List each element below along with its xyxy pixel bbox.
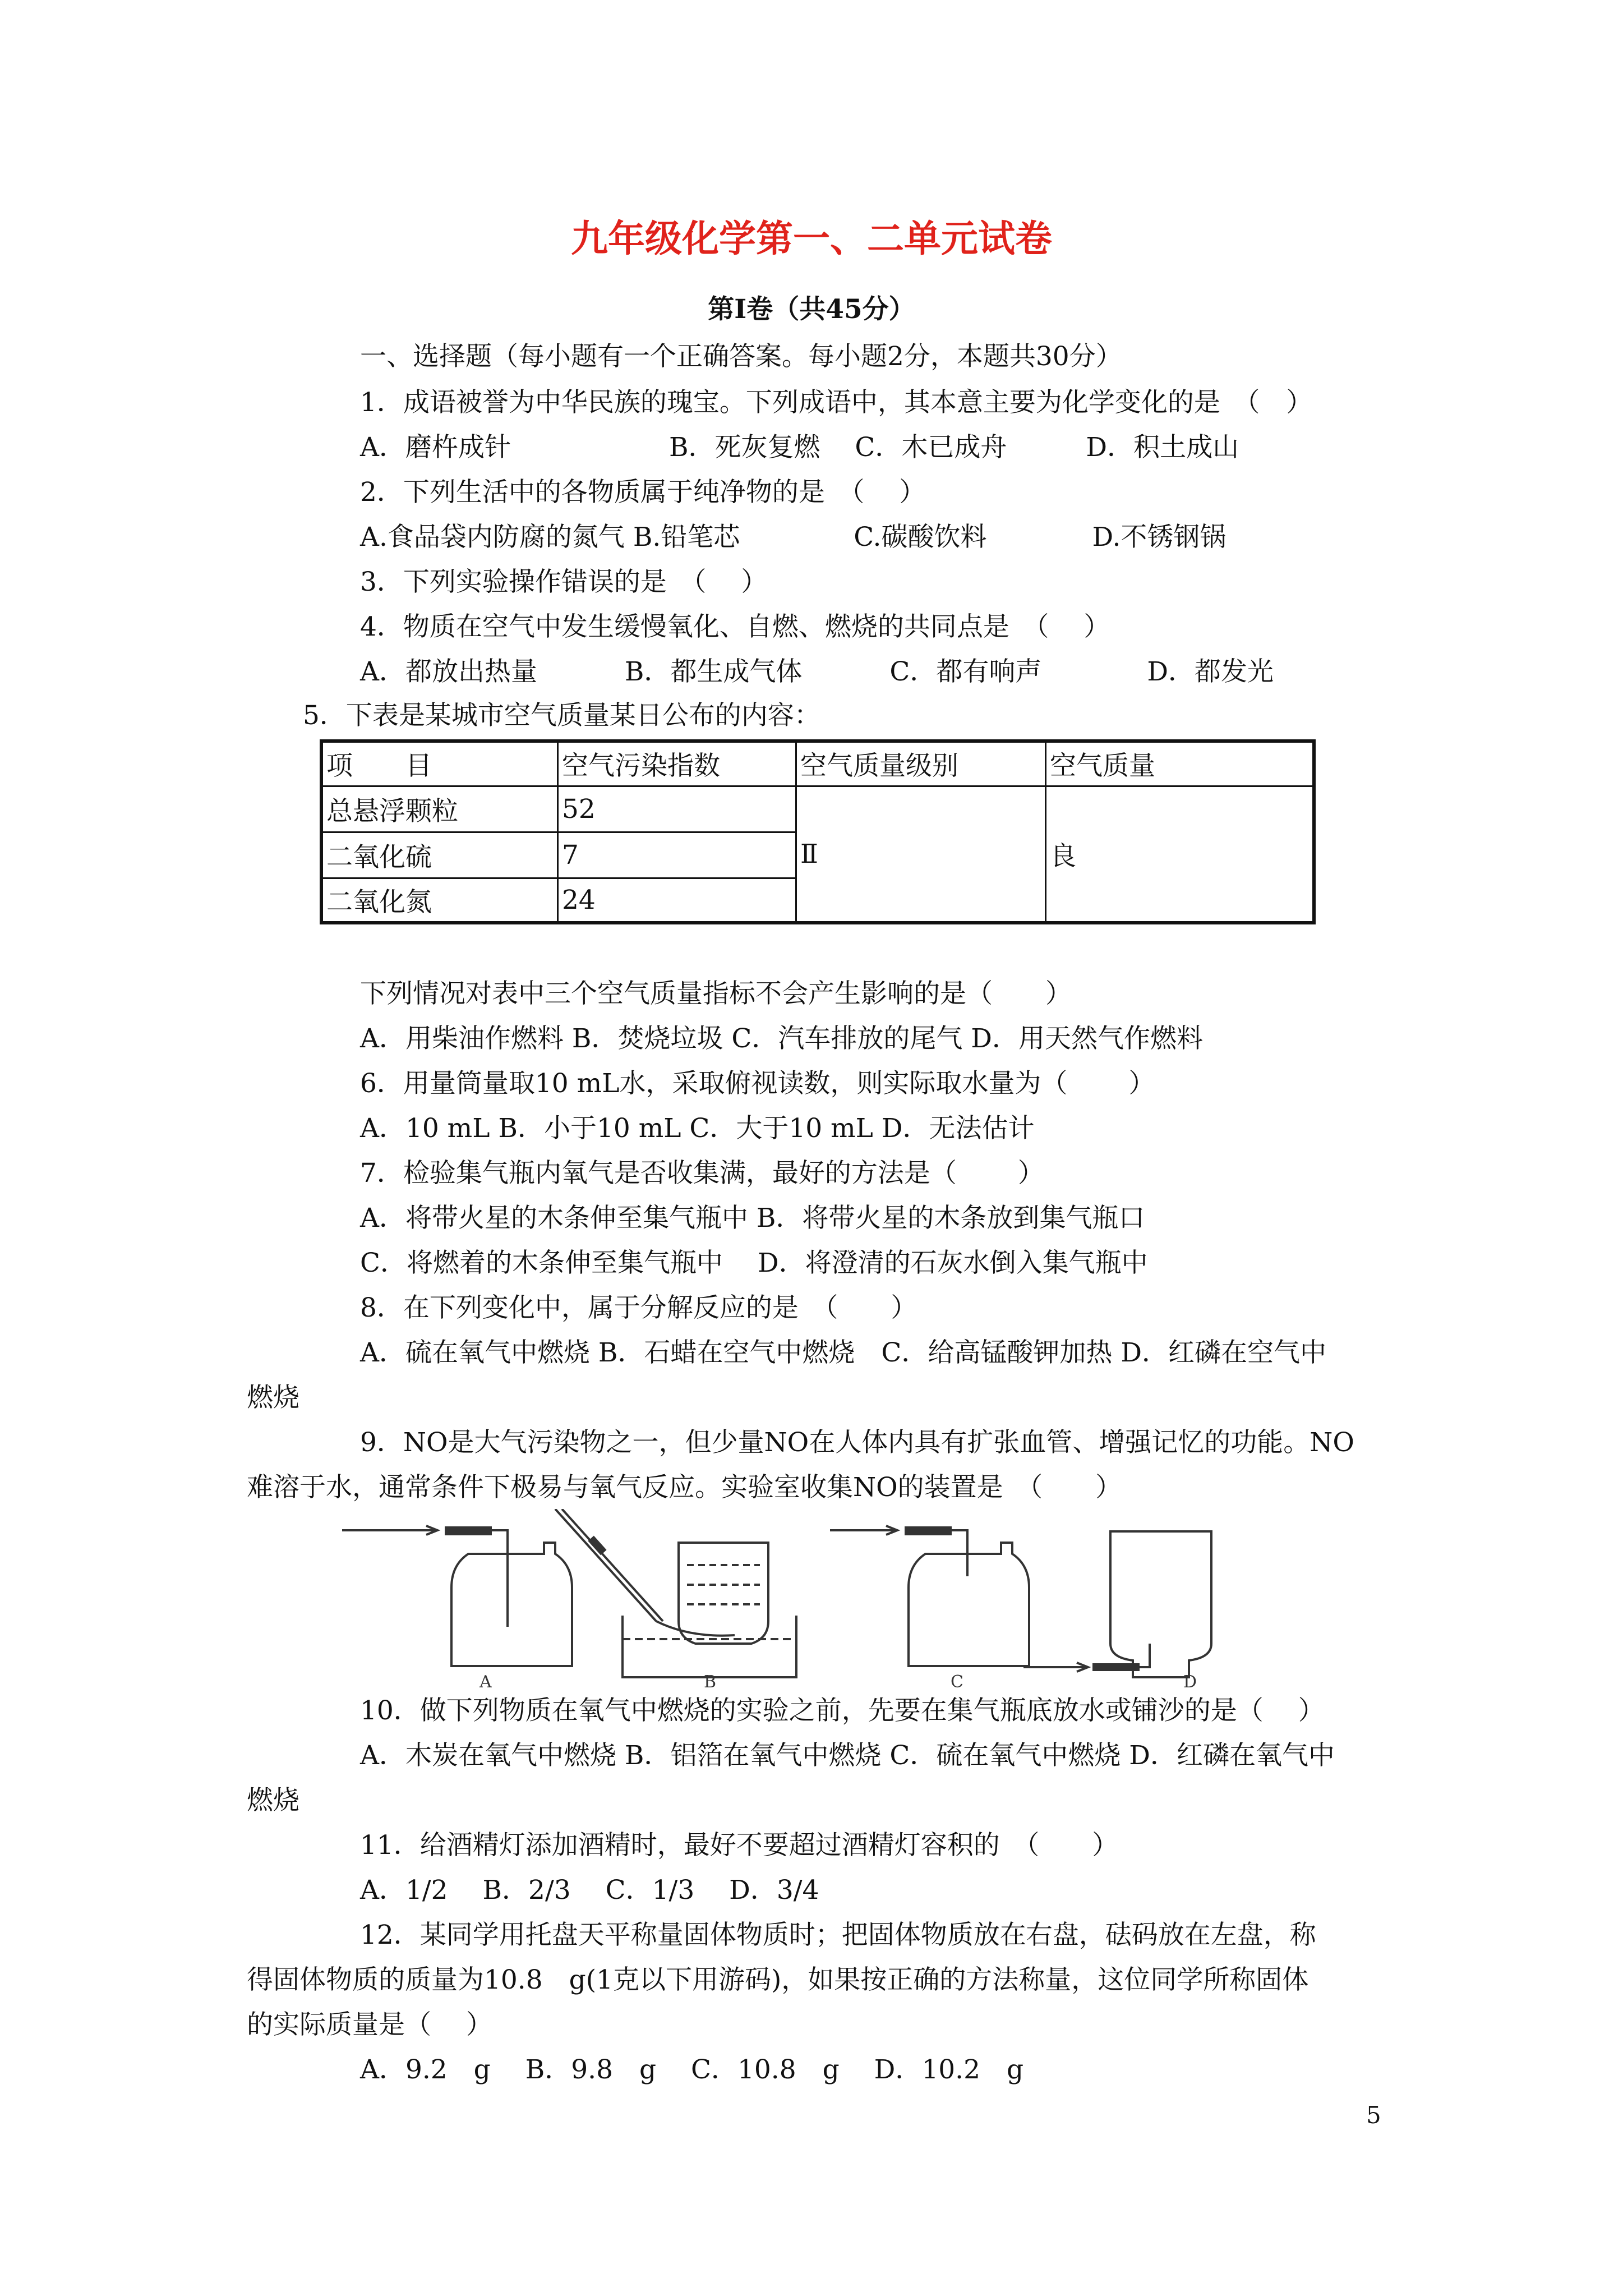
question-5: 5．下表是某城市空气质量某日公布的内容： (303, 700, 820, 731)
question-8-options: A．硫在氧气中燃烧 B．石蜡在空气中燃烧 C．给高锰酸钾加热 D．红磷在空气中 (360, 1337, 1327, 1368)
table-cell: 二氧化氮 (321, 878, 558, 923)
figure-label-a: A (479, 1672, 492, 1688)
question-8: 8．在下列变化中，属于分解反应的是 （ ） (360, 1292, 917, 1323)
question-10-options: A．木炭在氧气中燃烧 B．铝箔在氧气中燃烧 C．硫在氧气中燃烧 D．红磷在氧气中 (360, 1740, 1335, 1771)
question-2: 2．下列生活中的各物质属于纯净物的是 （ ） (360, 477, 926, 508)
question-11: 11．给酒精灯添加酒精时，最好不要超过酒精灯容积的 （ ） (360, 1830, 1119, 1861)
table-cell: 7 (558, 832, 796, 878)
question-7: 7．检验集气瓶内氧气是否收集满，最好的方法是（ ） (360, 1158, 1044, 1189)
table-cell-quality: 良 (1046, 786, 1315, 923)
question-3: 3．下列实验操作错误的是 （ ） (360, 567, 768, 597)
question-1: 1．成语被誉为中华民族的瑰宝。下列成语中，其本意主要为化学变化的是 （ ） (360, 387, 1313, 418)
table-cell: 二氧化硫 (321, 832, 558, 878)
table-cell: 总悬浮颗粒 (321, 786, 558, 832)
question-12: 12．某同学用托盘天平称量固体物质时；把固体物质放在右盘，砝码放在左盘，称 (360, 1920, 1316, 1950)
question-9-cont: 难溶于水，通常条件下极易与氧气反应。实验室收集NO的装置是 （ ） (247, 1472, 1122, 1503)
question-11-options: A．1/2 B．2/3 C．1/3 D．3/4 (360, 1875, 819, 1906)
question-12-cont: 的实际质量是（ ） (247, 2009, 492, 2040)
table-cell-level: Ⅱ (796, 786, 1046, 923)
table-header: 空气污染指数 (558, 741, 796, 786)
table-cell: 24 (558, 878, 796, 923)
table-header: 空气质量 (1046, 741, 1315, 786)
page-title: 九年级化学第一、二单元试卷 (571, 217, 1052, 260)
table-header: 项 目 (321, 741, 558, 786)
question-2-options: A.食品袋内防腐的氮气 B.铅笔芯 C.碳酸饮料 D.不锈钢锅 (360, 522, 1227, 553)
page-number: 5 (1366, 2101, 1381, 2129)
table-header: 空气质量级别 (796, 741, 1046, 786)
question-10-options-cont: 燃烧 (247, 1785, 299, 1816)
gas-collection-apparatus-figure (342, 1509, 1217, 1688)
question-7-options-ab: A．将带火星的木条伸至集气瓶中 B．将带火星的木条放到集气瓶口 (360, 1203, 1145, 1234)
question-12-options: A．9.2 g B．9.8 g C．10.8 g D．10.2 g (360, 2054, 1024, 2085)
figure-label-b: B (704, 1672, 717, 1688)
question-1-options: A．磨杵成针 B．死灰复燃 C．木已成舟 D．积土成山 (360, 432, 1239, 463)
question-9: 9．NO是大气污染物之一，但少量NO在人体内具有扩张血管、增强记忆的功能。NO (360, 1427, 1354, 1458)
table-cell: 52 (558, 786, 796, 832)
question-6: 6．用量筒量取10 mL水，采取俯视读数，则实际取水量为（ ） (360, 1068, 1155, 1099)
question-7-options-cd: C．将燃着的木条伸至集气瓶中 D．将澄清的石灰水倒入集气瓶中 (360, 1248, 1148, 1278)
question-10: 10．做下列物质在氧气中燃烧的实验之前，先要在集气瓶底放水或铺沙的是（ ） (360, 1695, 1325, 1726)
question-6-options: A．10 mL B．小于10 mL C．大于10 mL D．无法估计 (360, 1113, 1035, 1144)
section-subtitle: 第Ⅰ卷（共45分） (708, 294, 915, 325)
air-quality-table (320, 739, 1316, 924)
question-12-cont: 得固体物质的质量为10.8 g(1克以下用游码)，如果按正确的方法称量，这位同学所称固体 (247, 1964, 1309, 1995)
question-5-stem: 下列情况对表中三个空气质量指标不会产生影响的是（ ） (360, 978, 1072, 1009)
question-4: 4．物质在空气中发生缓慢氧化、自燃、燃烧的共同点是 （ ） (360, 611, 1110, 642)
figure-label-c: C (951, 1672, 963, 1688)
figure-label-d: D (1183, 1672, 1197, 1688)
question-8-options-cont: 燃烧 (247, 1382, 299, 1413)
section-heading: 一、选择题（每小题有一个正确答案。每小题2分，本题共30分） (360, 341, 1122, 372)
question-4-options: A．都放出热量 B．都生成气体 C．都有响声 D．都发光 (360, 656, 1274, 687)
question-5-options: A．用柴油作燃料 B．焚烧垃圾 C．汽车排放的尾气 D．用天然气作燃料 (360, 1023, 1203, 1054)
